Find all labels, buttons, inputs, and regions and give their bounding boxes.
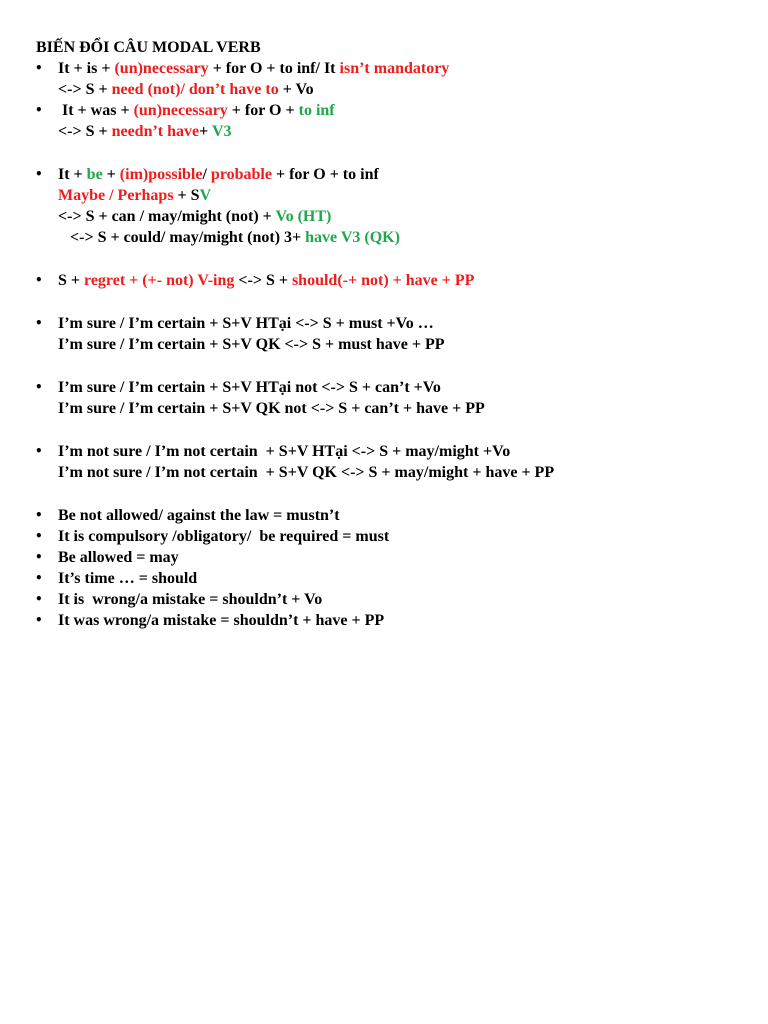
rule-line (58, 206, 768, 227)
text-segment: + Vo (278, 81, 314, 98)
green-text-segment: V3 (211, 123, 232, 140)
bullet-icon: • (35, 167, 43, 181)
text-segment: S + (58, 272, 85, 289)
text-segment: I’m sure / I’m certain + S+V QK not <-> S + can’t + have + PP (58, 400, 485, 417)
rule-line (58, 568, 768, 589)
rule-line (58, 313, 768, 334)
text-segment: It + is + (58, 60, 115, 77)
rule-line (58, 58, 768, 79)
red-text-segment: needn’t have (111, 123, 200, 140)
text-segment: + (199, 123, 212, 140)
green-text-segment: to inf (298, 102, 335, 119)
bullet-icon: • (35, 592, 43, 606)
red-text-segment: isn’t mandatory (339, 60, 450, 77)
rule-item (0, 526, 768, 547)
rule-line (58, 121, 768, 142)
rule-item (0, 505, 768, 526)
text-segment: Be allowed = may (58, 549, 179, 566)
rule-item (0, 589, 768, 610)
green-text-segment: have V3 (QK) (305, 229, 400, 246)
text-segment: I’m sure / I’m certain + S+V HTại not <-> S + can’t +Vo (58, 379, 441, 396)
text-segment: <-> S + (58, 81, 112, 98)
bullet-icon: • (35, 508, 43, 522)
text-segment: It is wrong/a mistake = shouldn’t + Vo (58, 591, 323, 608)
green-text-segment: V (199, 187, 212, 204)
rule-item (0, 313, 768, 355)
red-text-segment: need (not)/ don’t have to (111, 81, 279, 98)
text-segment: I’m sure / I’m certain + S+V QK <-> S + must have + PP (58, 336, 445, 353)
bullet-icon: • (35, 550, 43, 564)
text-segment: It is compulsory /obligatory/ be required = must (58, 528, 390, 545)
rule-line (58, 377, 768, 398)
text-segment: It’s time … = should (58, 570, 198, 587)
bullet-icon: • (35, 273, 43, 287)
text-segment: <-> S + (58, 123, 112, 140)
red-text-segment: (un)necessary (114, 60, 209, 77)
rule-line (58, 270, 768, 291)
bullet-icon: • (35, 529, 43, 543)
red-text-segment: probable (210, 166, 272, 183)
document-title: BIẾN ĐỔI CÂU MODAL VERB (36, 39, 261, 56)
text-segment: I’m not sure / I’m not certain + S+V QK <-> S + may/might + have + PP (58, 464, 555, 481)
text-segment: + for O + to inf (271, 166, 379, 183)
bullet-icon: • (35, 61, 43, 75)
text-segment: <-> S + could/ may/might (not) 3+ (58, 229, 306, 246)
rule-line (58, 227, 768, 248)
text-segment: It was wrong/a mistake = shouldn’t + have + PP (58, 612, 385, 629)
text-segment: / (202, 166, 211, 183)
rule-item (0, 100, 768, 142)
rule-item (0, 547, 768, 568)
red-text-segment: Maybe / Perhaps (58, 187, 174, 204)
text-segment: It + (58, 166, 87, 183)
green-text-segment: be (86, 166, 103, 183)
bullet-icon: • (35, 380, 43, 394)
bullet-icon: • (35, 613, 43, 627)
rule-line (58, 505, 768, 526)
modal-verb-rule-list (0, 58, 768, 631)
rule-line (58, 462, 768, 483)
text-segment: It + was + (58, 102, 134, 119)
text-segment: <-> S + (234, 272, 292, 289)
rule-line (58, 100, 768, 121)
rule-item (0, 164, 768, 248)
text-segment: + for O + to inf/ It (208, 60, 340, 77)
green-text-segment: Vo (HT) (275, 208, 332, 225)
rule-line (58, 164, 768, 185)
rule-line (58, 185, 768, 206)
rule-item (0, 441, 768, 483)
rule-item (0, 568, 768, 589)
rule-line (58, 526, 768, 547)
bullet-icon: • (35, 103, 43, 117)
rule-line (58, 589, 768, 610)
bullet-icon: • (35, 444, 43, 458)
text-segment: + (102, 166, 120, 183)
text-segment: + S (173, 187, 200, 204)
red-text-segment: regret + (+- not) V-ing (84, 272, 235, 289)
rule-line (58, 610, 768, 631)
rule-line (58, 547, 768, 568)
red-text-segment: (im)possible (119, 166, 203, 183)
rule-line (58, 398, 768, 419)
rule-item (0, 377, 768, 419)
text-segment: I’m not sure / I’m not certain + S+V HTại <-> S + may/might +Vo (58, 443, 511, 460)
text-segment: <-> S + can / may/might (not) + (58, 208, 276, 225)
rule-line (58, 441, 768, 462)
rule-item (0, 58, 768, 100)
bullet-icon: • (35, 316, 43, 330)
red-text-segment: should(-+ not) + have + PP (291, 272, 475, 289)
text-segment: Be not allowed/ against the law = mustn’t (58, 507, 340, 524)
rule-item (0, 610, 768, 631)
bullet-icon: • (35, 571, 43, 585)
rule-item (0, 270, 768, 291)
rule-line (58, 79, 768, 100)
red-text-segment: (un)necessary (133, 102, 228, 119)
text-segment: I’m sure / I’m certain + S+V HTại <-> S + must +Vo … (58, 315, 434, 332)
rule-line (58, 334, 768, 355)
text-segment: + for O + (227, 102, 299, 119)
